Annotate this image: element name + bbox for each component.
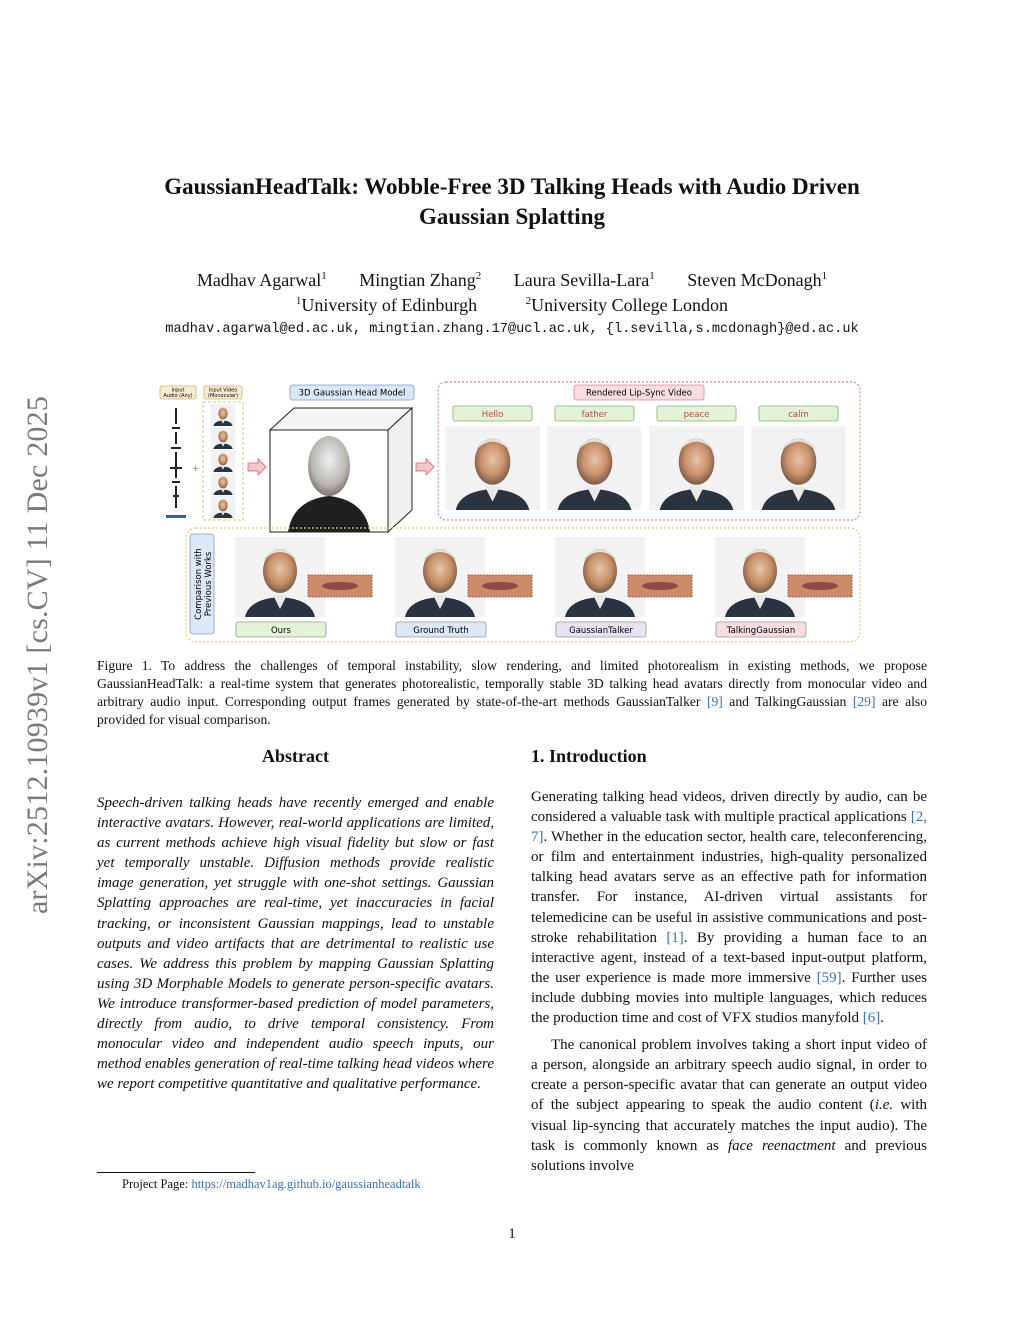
rendered-frame	[649, 426, 744, 510]
author: Mingtian Zhang$^2$	[359, 270, 482, 290]
rendered-frame	[751, 426, 846, 510]
rendered-frame	[547, 426, 642, 510]
paper-title	[90, 172, 934, 232]
lip-mouth	[642, 582, 678, 590]
caption-text: To address the challenges of temporal instability, slow rendering, and limited photorealism in existing methods, we propose GaussianHeadTalk: a real-time system that generates photorealistic, temporally stable 3D talking head avatars directly from monocular video and arbitrary audio input. Corresponding output frames generated by state-of-the-art methods GaussianTalker	[97, 658, 928, 709]
figure-caption: Figure 1. To address the challenges of temporal instability, slow rendering, and limited photorealism in existing methods, we propose GaussianHeadTalk: a real-time system that generates photorealistic, temporally stable 3D talking head avatars directly from monocular video and arbitrary audio input. Corresponding output frames generated by state-of-the-art methods GaussianTalker [9] and TalkingGaussian [29] are also provided for visual comparison.	[97, 658, 928, 727]
title-line-1: GaussianHeadTalk: Wobble-Free 3D Talking Heads with Audio Driven	[164, 174, 860, 199]
project-page-link[interactable]: https://madhav1ag.github.io/gaussianheadtalk	[191, 1177, 421, 1191]
input-video-label: (Monocular)	[208, 393, 238, 399]
introduction-heading: 1. Introduction	[531, 746, 647, 766]
abstract-body: Speech-driven talking heads have recently emerged and enable interactive avatars. However, real-world applications are limited, as current methods achieve high visual fidelity but slow or fast yet temporally unstable. Diffusion methods provide realistic image generation, yet struggle with one-shot settings. Gaussian Splatting approaches are real-time, yet inaccuracies in facial tracking, or inconsistent Gaussian mappings, lead to unstable outputs and video artifacts that are detrimental to realistic use cases. We address this problem by mapping Gaussian Splatting using 3D Morphable Models to generate person-specific avatars. We introduce transformer-based prediction of model parameters, directly from audio, to drive temporal consistency. From monocular video and independent audio speech inputs, our method enables generation of real-time talking head videos where we report competitive quantitative and qualitative performance.	[97, 795, 494, 1093]
arrow-icon	[416, 459, 434, 475]
lip-mouth	[802, 582, 838, 590]
method-label: Ours	[270, 626, 292, 636]
input-frame	[211, 496, 236, 518]
footnote	[122, 1177, 421, 1192]
citation-link[interactable]: [1]	[666, 929, 684, 946]
comparison-label-2: Previous Works	[204, 551, 214, 617]
footnote-label: Project Page:	[122, 1177, 189, 1191]
affiliation-list	[90, 295, 934, 316]
author-list	[90, 270, 934, 291]
lip-mouth	[482, 582, 518, 590]
author: Steven McDonagh$^1$	[687, 270, 828, 290]
audio-waveform	[170, 408, 182, 508]
teaser-figure	[158, 378, 864, 646]
introduction-body	[531, 787, 927, 1176]
word-label: peace	[683, 410, 710, 420]
citation-link[interactable]: [2, 7]	[531, 809, 927, 846]
method-label: Ground Truth	[413, 626, 469, 636]
author: Madhav Agarwal$^1$	[196, 270, 327, 290]
input-audio-label-1: Input	[171, 387, 185, 394]
lip-mouth	[322, 582, 358, 590]
word-tags	[453, 406, 838, 421]
citation-link[interactable]: [9]	[706, 694, 723, 709]
input-audio-label: Audio (Any)	[163, 393, 193, 399]
affiliation: $^1$University of Edinburgh	[295, 295, 478, 315]
title-line-2: Gaussian Splatting	[419, 204, 605, 229]
citation-link[interactable]: [59]	[816, 969, 842, 986]
word-label: Hello	[481, 410, 504, 420]
input-frame	[211, 450, 236, 472]
model-cube	[270, 408, 412, 532]
abstract-heading: Abstract	[262, 746, 329, 766]
plus-icon: +	[192, 464, 200, 474]
method-label: GaussianTalker	[569, 626, 633, 636]
model-label: 3D Gaussian Head Model	[298, 388, 406, 399]
method-label: TalkingGaussian	[726, 626, 796, 636]
input-frame	[211, 473, 236, 495]
rendered-frame	[445, 426, 540, 510]
word-label: father	[581, 410, 608, 420]
author-emails: madhav.agarwal@ed.ac.uk, mingtian.zhang.17@ucl.ac.uk, {l.sevilla,s.mcdonagh}@ed.ac.uk	[165, 322, 859, 337]
caption-label: Figure 1.	[97, 658, 152, 673]
input-frame	[211, 404, 236, 426]
arrow-icon	[248, 459, 266, 475]
input-frame	[211, 427, 236, 449]
arxiv-stamp: arXiv:2512.10939v1 [cs.CV] 11 Dec 2025	[21, 395, 54, 915]
input-video-label-1: Input Video	[208, 387, 238, 394]
affiliation: $^2$University College London	[525, 295, 729, 315]
citation-link[interactable]: [6]	[862, 1010, 881, 1027]
page-number: 1	[508, 1226, 516, 1242]
paragraph: Generating talking head videos, driven directly by audio, can be considered a valuable task with multiple practical applications [2, 7]. Whether in the education sector, health care, teleconferencing, or film and entertainment industries, high-quality personalized talking head avatars serve as an effective path for information transfer. For instance, AI-driven virtual assistants for telemedicine can be useful in assistive communications and post-stroke rehabilitation [1]. By providing a human face to an interactive agent, instead of a text-based input-output platform, the user experience is made more immersive [59]. Further uses include dubbing movies into multiple languages, which reduces the production time and cost of VFX studios manyfold [6].	[531, 789, 927, 1027]
comparison-label-1: Comparison with	[194, 548, 204, 620]
footnote-rule	[97, 1172, 255, 1173]
word-label: calm	[788, 410, 809, 420]
comparison-frames	[235, 537, 852, 637]
citation-link[interactable]: [29]	[852, 694, 876, 709]
paragraph: The canonical problem involves taking a short input video of a person, alongside an arbitrary speech audio signal, in order to create a person-specific avatar that can generate an output video of the subject appearing to speak the audio content (i.e. with visual lip-syncing that accurately matches the input audio). The task is commonly known as face reenactment and previous solutions involve	[531, 1037, 928, 1174]
audio-bar	[166, 515, 186, 518]
author: Laura Sevilla-Lara$^1$	[513, 270, 655, 290]
rendered-label: Rendered Lip-Sync Video	[586, 388, 692, 399]
